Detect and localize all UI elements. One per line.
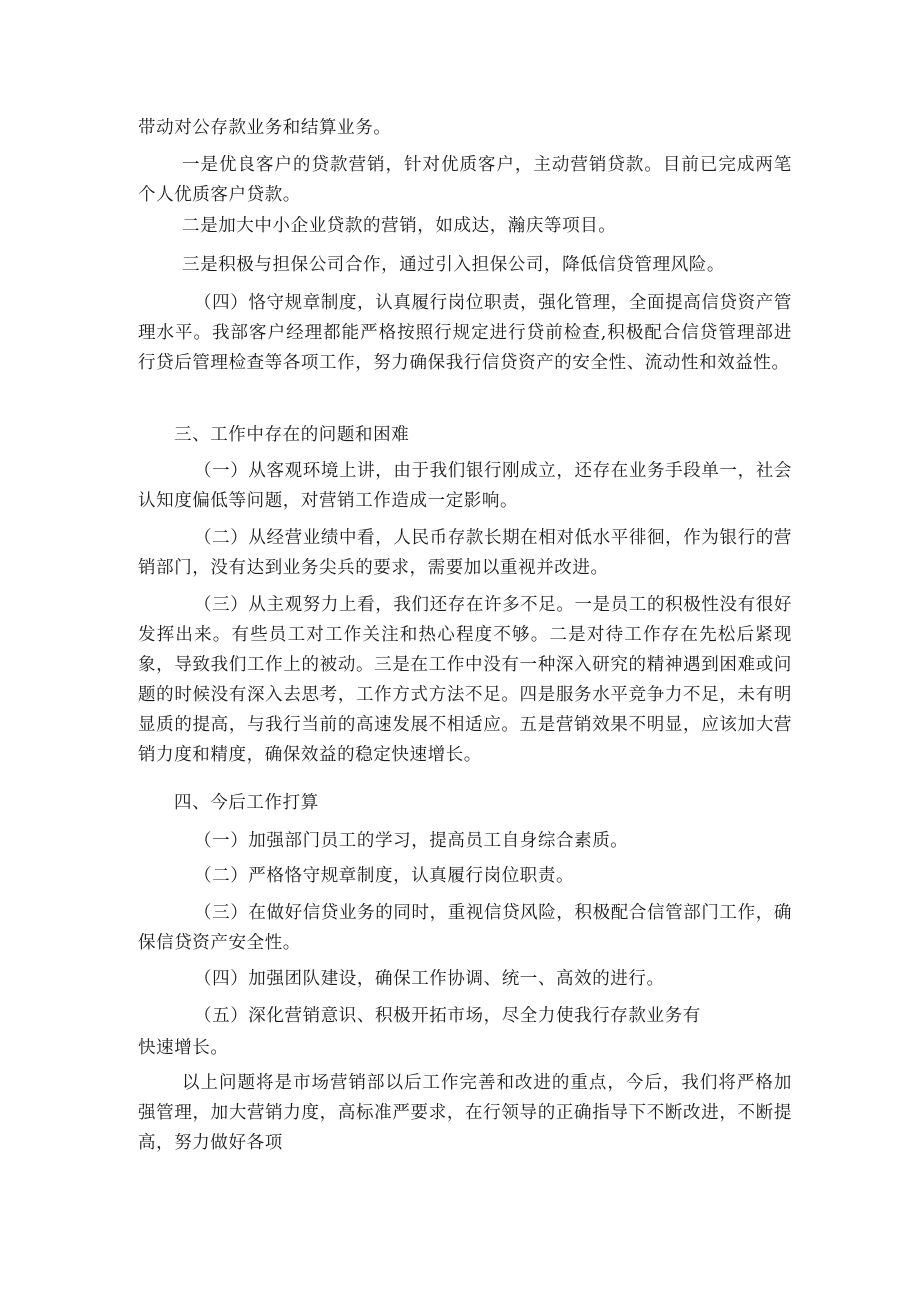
paragraph-plan-four: （四）加强团队建设，确保工作协调、统一、高效的进行。 bbox=[194, 969, 665, 989]
paragraph-plan-one: （一）加强部门员工的学习，提高员工自身综合素质。 bbox=[194, 831, 629, 851]
paragraph-section-four: （四）恪守规章制度，认真履行岗位职责，强化管理，全面提高信贷资产管理水平。我部客户经理都能严格按照行规定进行贷前检查,积极配合信贷管理部进行贷后管理检查等各项工作，努力确保我行信贷资产的安全性、流动性和效益性。 bbox=[138, 293, 792, 373]
paragraph-problem-two: （二）从经营业绩中看，人民币存款长期在相对低水平徘徊，作为银行的营销部门，没有达到业务尖兵的要求，需要加以重视并改进。 bbox=[138, 528, 792, 578]
paragraph-continuation: 带动对公存款业务和结算业务。 bbox=[138, 118, 392, 138]
paragraph-item-two: 二是加大中小企业贷款的营销，如成达，瀚庆等项目。 bbox=[182, 216, 617, 236]
paragraph-item-three: 三是积极与担保公司合作，通过引入担保公司，降低信贷管理风险。 bbox=[182, 255, 725, 275]
paragraph-item-one: 一是优良客户的贷款营销，针对优质客户，主动营销贷款。目前已完成两笔个人优质客户贷款。 bbox=[138, 155, 792, 205]
paragraph-conclusion: 以上问题将是市场营销部以后工作完善和改进的重点，今后，我们将严格加强管理，加大营销力度，高标准严要求，在行领导的正确指导下不断改进，不断提高，努力做好各项 bbox=[138, 1073, 792, 1153]
heading-problems: 三、工作中存在的问题和困难 bbox=[174, 425, 410, 445]
paragraph-plan-three: （三）在做好信贷业务的同时，重视信贷风险，积极配合信管部门工作，确保信贷资产安全性。 bbox=[138, 903, 792, 953]
paragraph-problem-three: （三）从主观努力上看，我们还存在许多不足。一是员工的积极性没有很好发挥出来。有些员工对工作关注和热心程度不够。二是对待工作存在先松后紧现象，导致我们工作上的被动。三是在工作中没有一种深入研究的精神遇到困难或问题的时候没有深入去思考，工作方式方法不足。四是服务水平竞争力不足，未有明显质的提高，与我行当前的高速发展不相适应。五是营销效果不明显，应该加大营销力度和精度，确保效益的稳定快速增长。 bbox=[138, 595, 792, 765]
paragraph-plan-five: （五）深化营销意识、积极开拓市场，尽全力使我行存款业务有 bbox=[194, 1006, 701, 1026]
paragraph-plan-two: （二）严格恪守规章制度，认真履行岗位职责。 bbox=[194, 866, 575, 886]
paragraph-problem-one: （一）从客观环境上讲，由于我们银行刚成立，还存在业务手段单一，社会认知度偏低等问题，对营销工作造成一定影响。 bbox=[138, 461, 792, 511]
paragraph-plan-five-continued: 快速增长。 bbox=[138, 1038, 229, 1058]
heading-future-plans: 四、今后工作打算 bbox=[174, 793, 319, 813]
